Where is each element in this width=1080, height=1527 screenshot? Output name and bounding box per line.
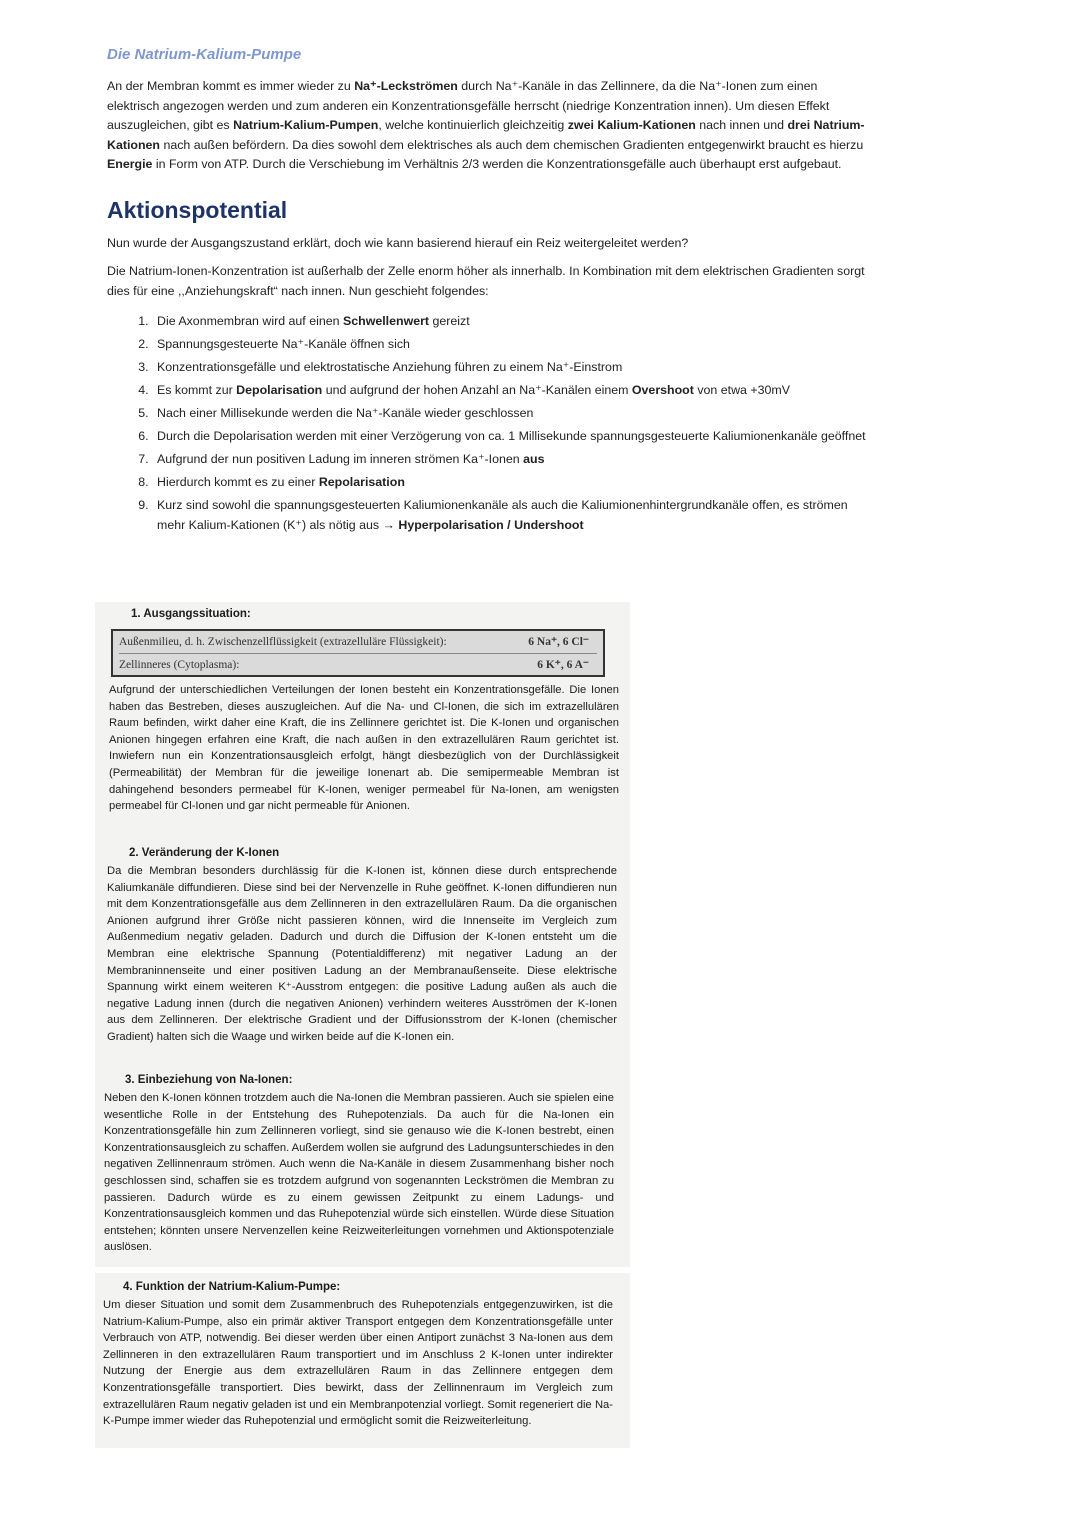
list-item: 7. Aufgrund der nun positiven Ladung im inneren strömen Ka⁺-Ionen aus	[152, 450, 867, 470]
list-item: 4. Es kommt zur Depolarisation und aufgrund der hohen Anzahl an Na⁺-Kanälen einem Overshoot von etwa +30mV	[152, 381, 867, 401]
list-item: 5. Nach einer Millisekunde werden die Na⁺-Kanäle wieder geschlossen	[152, 404, 867, 424]
scanned-excerpt-2	[95, 1273, 630, 1448]
action-potential-steps	[107, 312, 867, 535]
scan-section-1-title: 1. Ausgangssituation:	[131, 608, 251, 620]
scan-section-4-title: 4. Funktion der Natrium-Kalium-Pumpe:	[123, 1281, 341, 1293]
scan-section-2-body: Da die Membran besonders durchlässig für die K-Ionen ist, können diese durch entsprechende Kaliumkanäle diffundieren. Diese sind bei der Nervenzelle in Ruhe geöffnet. K-Ionen diffundieren nun mit dem Konzentrationsgefälle aus dem Zellinneren in den extrazellulären Raum. Da die organischen Anionen aufgrund ihrer Größe nicht passieren können, wird die Innenseite im Vergleich zum Außenmedium negativ geladen. Dadurch und durch die Diffusion der K-Ionen entsteht um die Membran eine elektrische Spannung (Potentialdifferenz) mit negativer Ladung an der Membraninnenseite und einer positiven Ladung an der Membranaußenseite. Diese elektrische Spannung wirkt einem weiteren K⁺-Ausstrom entgegen: die positive Ladung außen als auch die negative Ladung innen (durch die negativen Anionen) verhindern weiteres Ausströmen der K-Ionen aus dem Zellinneren. Der elektrische Gradient und der Diffusionsstrom der K-Ionen (chemischer Gradient) halten sich die Waage und wirken beide auf die K-Ionen ein.	[107, 865, 617, 1043]
scan-section-2-title: 2. Veränderung der K-Ionen	[129, 847, 280, 859]
list-item: 2. Spannungsgesteuerte Na⁺-Kanäle öffnen sich	[152, 335, 867, 355]
pump-paragraph: An der Membran kommt es immer wieder zu Na⁺-Leckströmen durch Na⁺-Kanäle in das Zellinnere, da die Na⁺-Ionen zum einen elektrisch angezogen werden und zum anderen ein Konzentrationsgefälle herrscht (niedrige Konzentration innen). Um diesen Effekt auszugleichen, gibt es Natrium-Kalium-Pumpen, welche kontinuierlich gleichzeitig zwei Kalium-Kationen nach innen und drei Natrium-Kationen nach außen befördern. Da dies sowohl dem elektrisches als auch dem chemischen Gradienten entgegenwirkt braucht es hierzu Energie in Form von ATP. Durch die Verschiebung im Verhältnis 2/3 werden die Konzentrationsgefälle auch überhaupt erst aufgebaut.	[107, 79, 865, 171]
intro-paragraph: Nun wurde der Ausgangszustand erklärt, doch wie kann basierend hierauf ein Reiz weitergeleitet werden?	[107, 235, 689, 250]
concentration-paragraph: Die Natrium-Ionen-Konzentration ist außerhalb der Zelle enorm höher als innerhalb. In Kombination mit dem elektrischen Gradienten sorgt dies für eine ,,Anziehungskraft“ nach innen. Nun geschieht folgendes:	[107, 264, 865, 298]
ion-distribution-box	[111, 629, 605, 677]
list-item: 9. Kurz sind sowohl die spannungsgesteuerten Kaliumionenkanäle als auch die Kaliumionenhintergrundkanäle offen, es strömen mehr Kalium-Kationen (K⁺) als nötig aus → Hyperpolarisation / Undershoot	[152, 496, 867, 535]
scan-section-1-body: Aufgrund der unterschiedlichen Verteilungen der Ionen besteht ein Konzentrationsgefälle. Die Ionen haben das Bestreben, dieses auszugleichen. Auf die Na- und Cl-Ionen, die sich im extrazellulären Raum befinden, wirkt daher eine Kraft, die ins Zellinnere gerichtet ist. Die K-Ionen und organischen Anionen hingegen erfahren eine Kraft, die nach außen in den extrazellulären Raum gerichtet ist. Inwiefern nun ein Konzentrationsausgleich erfolgt, hängt diesbezüglich von der Durchlässigkeit (Permeabilität) der Membran für die jeweilige Ionenart ab. Die semipermeable Membran ist dahingehend besonders permeabel für K-Ionen, weniger permeabel für Na-Ionen, am wenigsten permeabel für Cl-Ionen und gar nicht permeable für Anionen.	[109, 684, 619, 813]
text-page	[107, 40, 867, 539]
ion-row-inside: Zellinneres (Cytoplasma): 6 K⁺, 6 A⁻	[119, 659, 589, 671]
section-heading-pump: Die Natrium-Kalium-Pumpe	[107, 46, 302, 63]
scan-section-3-body: Neben den K-Ionen können trotzdem auch die Na-Ionen die Membran passieren. Auch sie spielen eine wesentliche Rolle in der Entstehung des Ruhepotenzials. Da auch für die Na-Ionen ein Konzentrationsgefälle hin zum Zellinneren vorliegt, sind sie genauso wie die K-Ionen bestrebt, einen Konzentrationsausgleich zu schaffen. Außerdem wollen sie aufgrund des Ladungsunterschiedes in den negativen Zellinnenraum strömen. Auch wenn die Na-Kanäle in diesem Zusammenhang bisher noch geschlossen sind, schaffen sie es trotzdem aufgrund von sogenannten Leckströmen die Membran zu passieren. Dadurch würde es zu einem gewissen Zeitpunkt zu einem Ladungs- und Konzentrationsausgleich kommen und das Ruhepotenzial würde sich einstellen. Würde diese Situation entstehen; könnten unsere Nervenzellen keine Reizweiterleitungen vornehmen und Aktionspotenziale auslösen.	[104, 1092, 614, 1254]
list-item: 3. Konzentrationsgefälle und elektrostatische Anziehung führen zu einem Na⁺-Einstrom	[152, 358, 867, 378]
section-heading-action-potential: Aktionspotential	[107, 196, 288, 223]
list-item: 6. Durch die Depolarisation werden mit einer Verzögerung von ca. 1 Millisekunde spannungsgesteuerte Kaliumionenkanäle geöffnet	[152, 427, 867, 447]
scan-section-3-title: 3. Einbeziehung von Na-Ionen:	[125, 1074, 293, 1086]
scanned-excerpt-1	[95, 602, 630, 1267]
ion-row-outside: Außenmilieu, d. h. Zwischenzellflüssigkeit (extrazelluläre Flüssigkeit): 6 Na⁺, 6 Cl⁻	[119, 631, 597, 654]
list-item: 1. Die Axonmembran wird auf einen Schwellenwert gereizt	[152, 312, 867, 332]
list-item: 8. Hierdurch kommt es zu einer Repolarisation	[152, 473, 867, 493]
scan-section-4-body: Um dieser Situation und somit dem Zusammenbruch des Ruhepotenzials entgegenzuwirken, ist die Natrium-Kalium-Pumpe, also ein primär aktiver Transport entgegen dem Konzentrationsgefälle unter Verbrauch von ATP, notwendig. Bei dieser werden über einen Antiport zunächst 3 Na-Ionen aus dem Zellinneren in den extrazellulären Raum transportiert und im Anschluss 2 K-Ionen unter indirekter Nutzung der Energie aus dem extrazellulären Raum in das Zellinnere entgegen dem Konzentrationsgefälle transportiert. Dies bewirkt, dass der Zellinnenraum im Vergleich zum extrazellulären Raum negativ geladen ist und ein Membranpotenzial vorliegt. Somit regeneriert die Na-K-Pumpe immer wieder das Ruhepotenzial und ermöglicht somit die Reizweiterleitung.	[103, 1299, 613, 1428]
